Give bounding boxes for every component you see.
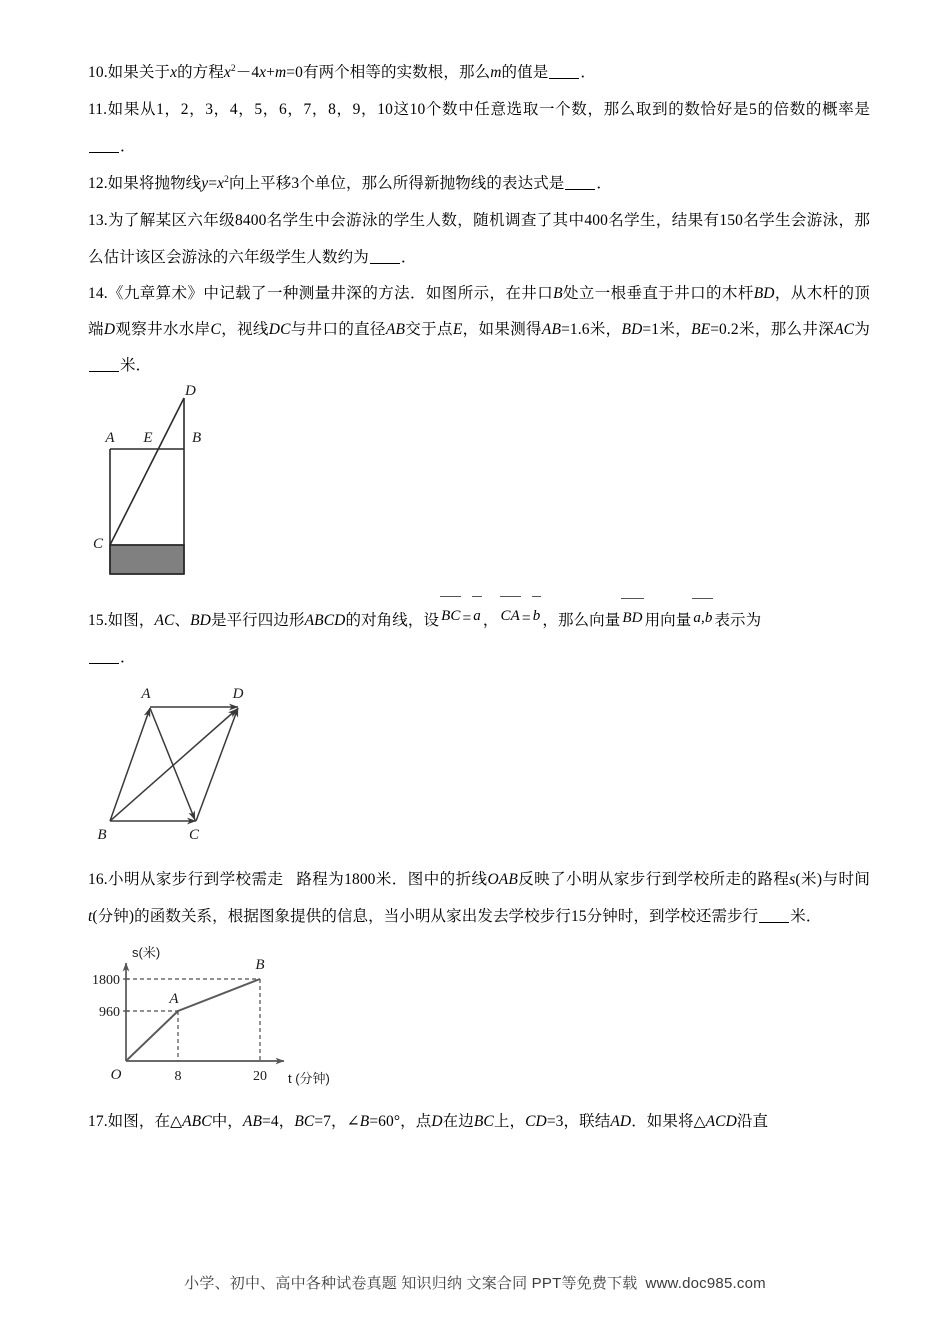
- q16-seg4: (米)与时间: [795, 871, 870, 888]
- q16-seg2: 路程为1800米．图中的折线: [296, 871, 488, 888]
- parallelogram-svg: [88, 676, 348, 861]
- q10-mid2: －4: [235, 64, 260, 81]
- q16-seg6: 米．: [790, 908, 822, 925]
- q14-point-b: B: [553, 285, 563, 302]
- q15-diagonal-bd: BD: [190, 612, 211, 629]
- question-15: [88, 598, 870, 676]
- q10-var-m1: m: [275, 64, 287, 81]
- para-label-A: A: [141, 686, 151, 702]
- q14-measure-bd: BD: [621, 321, 643, 338]
- q17-seg7: 上，: [493, 1113, 526, 1130]
- vector-bd: BD: [621, 600, 643, 637]
- q13-body: 13.为了解某区六年级8400名学生中会游泳的学生人数，随机调查了其中400名学生，结果有150名学生会游泳，那么估计该区会游泳的六年级学生人数约为: [88, 212, 870, 266]
- q10-prefix: 10.如果关于: [88, 64, 171, 81]
- q17-side-ab: AB: [242, 1113, 263, 1130]
- q10-exponent: 2: [230, 63, 236, 74]
- q15-eq2: =: [521, 610, 531, 627]
- vector-ca: CA: [500, 598, 521, 635]
- q16-var-s: s: [789, 871, 796, 888]
- para-label-B: B: [97, 827, 107, 843]
- figure-distance-time-graph: [88, 935, 870, 1103]
- q11-body: 11.如果从1，2，3，4，5，6，7，8，9，10这10个数中任意选取一个数，那么取到的数恰好是5的倍数的概率是: [88, 101, 870, 118]
- q15-eq1: =: [462, 610, 472, 627]
- q15-vector-ca-group: [499, 598, 543, 637]
- q16-polyline-oab: OAB: [487, 871, 518, 888]
- figure-parallelogram-diagram: [88, 676, 870, 861]
- q14-seg1: 14.《九章算术》中记载了一种测量井深的方法．如图所示，在井口: [88, 285, 554, 302]
- q16-var-t: t: [88, 908, 93, 925]
- q17-seg2: 中，: [211, 1113, 243, 1130]
- question-17: [88, 1103, 870, 1140]
- vector-b-1: b: [532, 598, 542, 635]
- q10-mid1: 的方程: [177, 64, 224, 81]
- q12-period: ．: [596, 175, 613, 192]
- q14-segment-bd: BD: [753, 285, 775, 302]
- vector-a-1: a: [472, 598, 482, 635]
- q14-point-c: C: [210, 321, 221, 338]
- q15-seg2: 、: [174, 612, 191, 629]
- q17-seg10: 沿直: [736, 1113, 769, 1130]
- figure-well-diagram: [88, 384, 870, 598]
- q14-seg3: ，从木杆的顶端: [88, 285, 870, 338]
- q14-seg5: ，视线: [220, 321, 269, 338]
- question-list: [88, 54, 870, 1140]
- segment-DC-sightline: [110, 398, 184, 545]
- vector-bc: BC: [440, 598, 461, 635]
- q14-segment-ab: AB: [385, 321, 406, 338]
- q12-var-x: x: [217, 175, 225, 192]
- q17-side-bc2: BC: [473, 1113, 494, 1130]
- segment-CD: [196, 708, 238, 821]
- q10-period: ．: [580, 64, 596, 81]
- q14-seg9: =1.6米，: [561, 321, 622, 338]
- q12-exponent: 2: [224, 174, 229, 185]
- para-label-C: C: [188, 827, 200, 843]
- question-12: [88, 165, 870, 202]
- q17-seg5: =60°，点: [369, 1113, 432, 1130]
- q17-seg8: =3，联结: [546, 1113, 611, 1130]
- q10-var-m2: m: [490, 64, 502, 81]
- data-polyline-OAB: [126, 979, 260, 1061]
- ytick-label-1800: 1800: [92, 973, 120, 988]
- q17-triangle-abc: ABC: [182, 1113, 212, 1130]
- graph-label-B: B: [255, 957, 265, 973]
- q10-answer-blank[interactable]: [549, 78, 579, 79]
- q15-comma1: ，: [482, 612, 499, 629]
- q12-equals: =: [208, 175, 218, 192]
- ytick-label-960: 960: [99, 1005, 120, 1020]
- q14-seg2: 处立一根垂直于井口的木杆: [562, 285, 754, 302]
- footer-url[interactable]: www.doc985.com: [645, 1275, 766, 1292]
- q15-seg5: ，那么向量: [542, 612, 621, 629]
- well-label-A: A: [105, 430, 115, 446]
- q14-segment-dc: DC: [268, 321, 291, 338]
- graph-svg: [88, 935, 388, 1103]
- q14-point-d: D: [103, 321, 116, 338]
- q17-side-bc: BC: [294, 1113, 315, 1130]
- q15-seg1: 15.如图，: [88, 612, 155, 629]
- q10-suffix: 的值是: [501, 64, 549, 81]
- q15-quad-abcd: ABCD: [304, 612, 346, 629]
- q14-point-e: E: [452, 321, 463, 338]
- q17-seg1: 17.如图，在△: [88, 1113, 183, 1130]
- question-11: [88, 91, 870, 165]
- q16-seg1: 16.小明从家步行到学校需走: [88, 871, 284, 888]
- q14-seg4: 观察井水水岸: [115, 321, 211, 338]
- q10-var-x1: x: [170, 64, 178, 81]
- well-label-C: C: [92, 536, 104, 552]
- q13-answer-blank[interactable]: [370, 263, 400, 264]
- q14-seg8: ，如果测得: [462, 321, 542, 338]
- q17-segment-ad: AD: [610, 1113, 632, 1130]
- well-label-D: D: [185, 384, 196, 399]
- q12-var-y: y: [201, 175, 209, 192]
- q17-seg6: 在边: [442, 1113, 474, 1130]
- q15-diagonal-ac: AC: [154, 612, 175, 629]
- question-10: [88, 54, 870, 91]
- question-16: [88, 861, 870, 935]
- q15-seg7: 表示为: [714, 612, 762, 629]
- xtick-label-20: 20: [253, 1069, 267, 1084]
- q16-seg3: 反映了小明从家步行到学校所走的路程: [517, 871, 790, 888]
- q14-seg10: =1米，: [642, 321, 692, 338]
- q16-answer-blank[interactable]: [759, 922, 789, 923]
- q12-answer-blank[interactable]: [565, 189, 595, 190]
- question-13: [88, 202, 870, 276]
- q17-triangle-acd: ACD: [705, 1113, 737, 1130]
- q10-plus: +: [266, 64, 275, 81]
- q11-answer-blank[interactable]: [89, 152, 119, 153]
- well-label-E: E: [143, 430, 153, 446]
- graph-label-origin: O: [110, 1067, 122, 1083]
- q14-measure-ab: AB: [541, 321, 562, 338]
- para-label-D: D: [232, 686, 244, 702]
- q17-seg3: =4，: [262, 1113, 295, 1130]
- q17-side-cd: CD: [525, 1113, 547, 1130]
- question-14: [88, 276, 870, 384]
- q17-seg4: =7，∠: [314, 1113, 360, 1130]
- q14-seg7: 交于点: [405, 321, 453, 338]
- q10-var-x3: x: [259, 64, 267, 81]
- q14-measure-be: BE: [691, 321, 711, 338]
- q16-seg5: (分钟)的函数关系，根据图象提供的信息，当小明从家出发去学校步行15分钟时，到学校还需步行: [92, 908, 759, 925]
- q15-vector-bc-group: [439, 598, 483, 637]
- q15-seg6: 用向量: [644, 612, 692, 629]
- y-axis-title: s(米): [132, 945, 161, 960]
- q13-period: ．: [400, 249, 417, 266]
- q14-answer-blank[interactable]: [89, 371, 119, 372]
- q17-point-d: D: [431, 1113, 443, 1130]
- q14-seg12: 为: [854, 321, 870, 338]
- graph-label-A: A: [169, 991, 179, 1007]
- q11-period: ．: [120, 138, 136, 155]
- well-diagram-svg: [88, 384, 348, 598]
- water-region: [110, 545, 184, 574]
- x-axis-title: t (分钟): [288, 1071, 330, 1086]
- well-label-B: B: [192, 430, 202, 446]
- q10-var-x2: x: [223, 64, 231, 81]
- q15-period: ．: [120, 649, 136, 666]
- q17-seg9: ．如果将△: [631, 1113, 706, 1130]
- vector-a-b-pair: a,b: [692, 600, 713, 637]
- footer-watermark: [0, 1272, 950, 1293]
- q14-seg13: 米．: [120, 357, 152, 374]
- diagonal-AC: [150, 708, 195, 820]
- q12-part1: 12.如果将抛物线: [88, 175, 202, 192]
- footer-text: 小学、初中、高中各种试卷真题 知识归纳 文案合同 PPT等免费下载: [184, 1275, 638, 1292]
- q15-seg3: 是平行四边形: [210, 612, 305, 629]
- q14-measure-ac: AC: [834, 321, 855, 338]
- q14-seg11: =0.2米，那么井深: [710, 321, 835, 338]
- q15-answer-blank[interactable]: [89, 663, 119, 664]
- q10-mid3: =0有两个相等的实数根，那么: [286, 64, 491, 81]
- xtick-label-8: 8: [174, 1069, 182, 1084]
- q17-angle-b: B: [359, 1113, 370, 1130]
- q14-seg6: 与井口的直径: [290, 321, 386, 338]
- q15-seg4: 的对角线，设: [345, 612, 440, 629]
- q12-part2: 向上平移3个单位，那么所得新抛物线的表达式是: [228, 175, 565, 192]
